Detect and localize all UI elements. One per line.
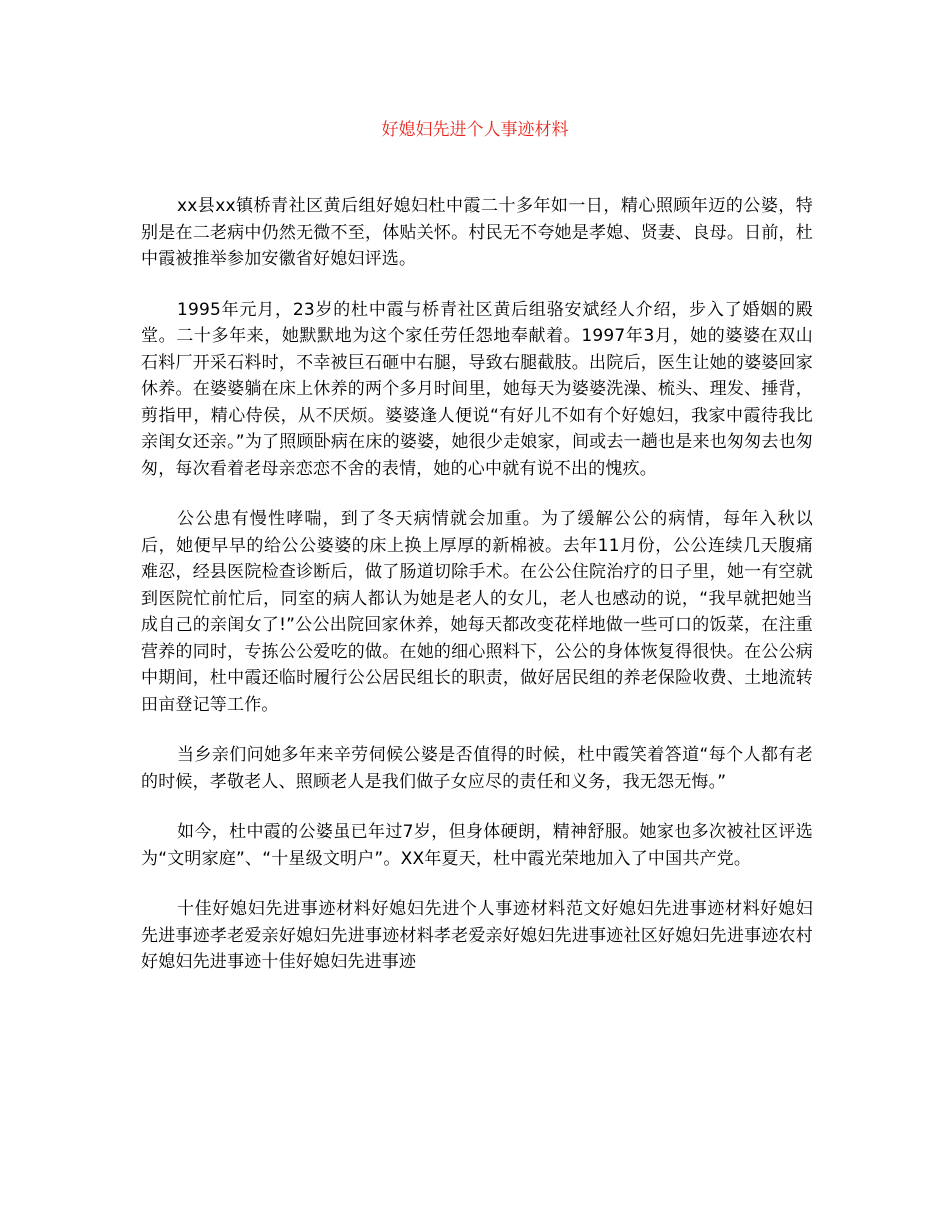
paragraph-6: 十佳好媳妇先进事迹材料好媳妇先进个人事迹材料范文好媳妇先进事迹材料好媳妇先进事迹孝老爱亲好媳妇先进事迹材料孝老爱亲好媳妇先进事迹社区好媳妇先进事迹农村好媳妇先进事迹十佳好媳妇先进事迹 bbox=[141, 899, 813, 972]
paragraph-2: 1995年元月，23岁的杜中霞与桥青社区黄后组骆安斌经人介绍，步入了婚姻的殿堂。二十多年来，她默默地为这个家任劳任怨地奉献着。1997年3月，她的婆婆在双山石料厂开采石料时，不幸被巨石砸中右腿，导致右腿截肢。出院后，医生让她的婆婆回家休养。在婆婆躺在床上休养的两个多月时间里，她每天为婆婆洗澡、梳头、理发、捶背，剪指甲，精心侍侯，从不厌烦。婆婆逢人便说“有好儿不如有个好媳妇，我家中霞待我比亲闺女还亲。”为了照顾卧病在床的婆婆，她很少走娘家，间或去一趟也是来也匆匆去也匆匆，每次看着老母亲恋恋不舍的表情，她的心中就有说不出的愧疚。 bbox=[141, 299, 813, 479]
document-title: 好媳妇先进个人事迹材料 bbox=[381, 120, 569, 140]
paragraph-1: xx县xx镇桥青社区黄后组好媳妇杜中霞二十多年如一日，精心照顾年迈的公婆，特别是在二老病中仍然无微不至，体贴关怀。村民无不夸她是孝媳、贤妻、良母。日前，杜中霞被推举参加安徽省好媳妇评选。 bbox=[141, 196, 813, 269]
document-body bbox=[141, 193, 813, 1000]
paragraph-5: 如今，杜中霞的公婆虽已年过7岁，但身体硬朗，精神舒服。她家也多次被社区评选为“文明家庭”、“十星级文明户”。XX年夏天，杜中霞光荣地加入了中国共产党。 bbox=[141, 822, 813, 869]
paragraph-3: 公公患有慢性哮喘，到了冬天病情就会加重。为了缓解公公的病情，每年入秋以后，她便早早的给公公婆婆的床上换上厚厚的新棉被。去年11月份，公公连续几天腹痛难忍，经县医院检查诊断后，做了肠道切除手术。在公公住院治疗的日子里，她一有空就到医院忙前忙后，同室的病人都认为她是老人的女儿，老人也感动的说，“我早就把她当成自己的亲闺女了!”公公出院回家休养，她每天都改变花样地做一些可口的饭菜，在注重营养的同时，专拣公公爱吃的做。在她的细心照料下，公公的身体恢复得很快。在公公病中期间，杜中霞还临时履行公公居民组长的职责，做好居民组的养老保险收费、土地流转田亩登记等工作。 bbox=[141, 509, 813, 715]
paragraph-4: 当乡亲们问她多年来辛劳伺候公婆是否值得的时候，杜中霞笑着答道“每个人都有老的时候，孝敬老人、照顾老人是我们做子女应尽的责任和义务，我无怨无悔。” bbox=[141, 745, 813, 792]
